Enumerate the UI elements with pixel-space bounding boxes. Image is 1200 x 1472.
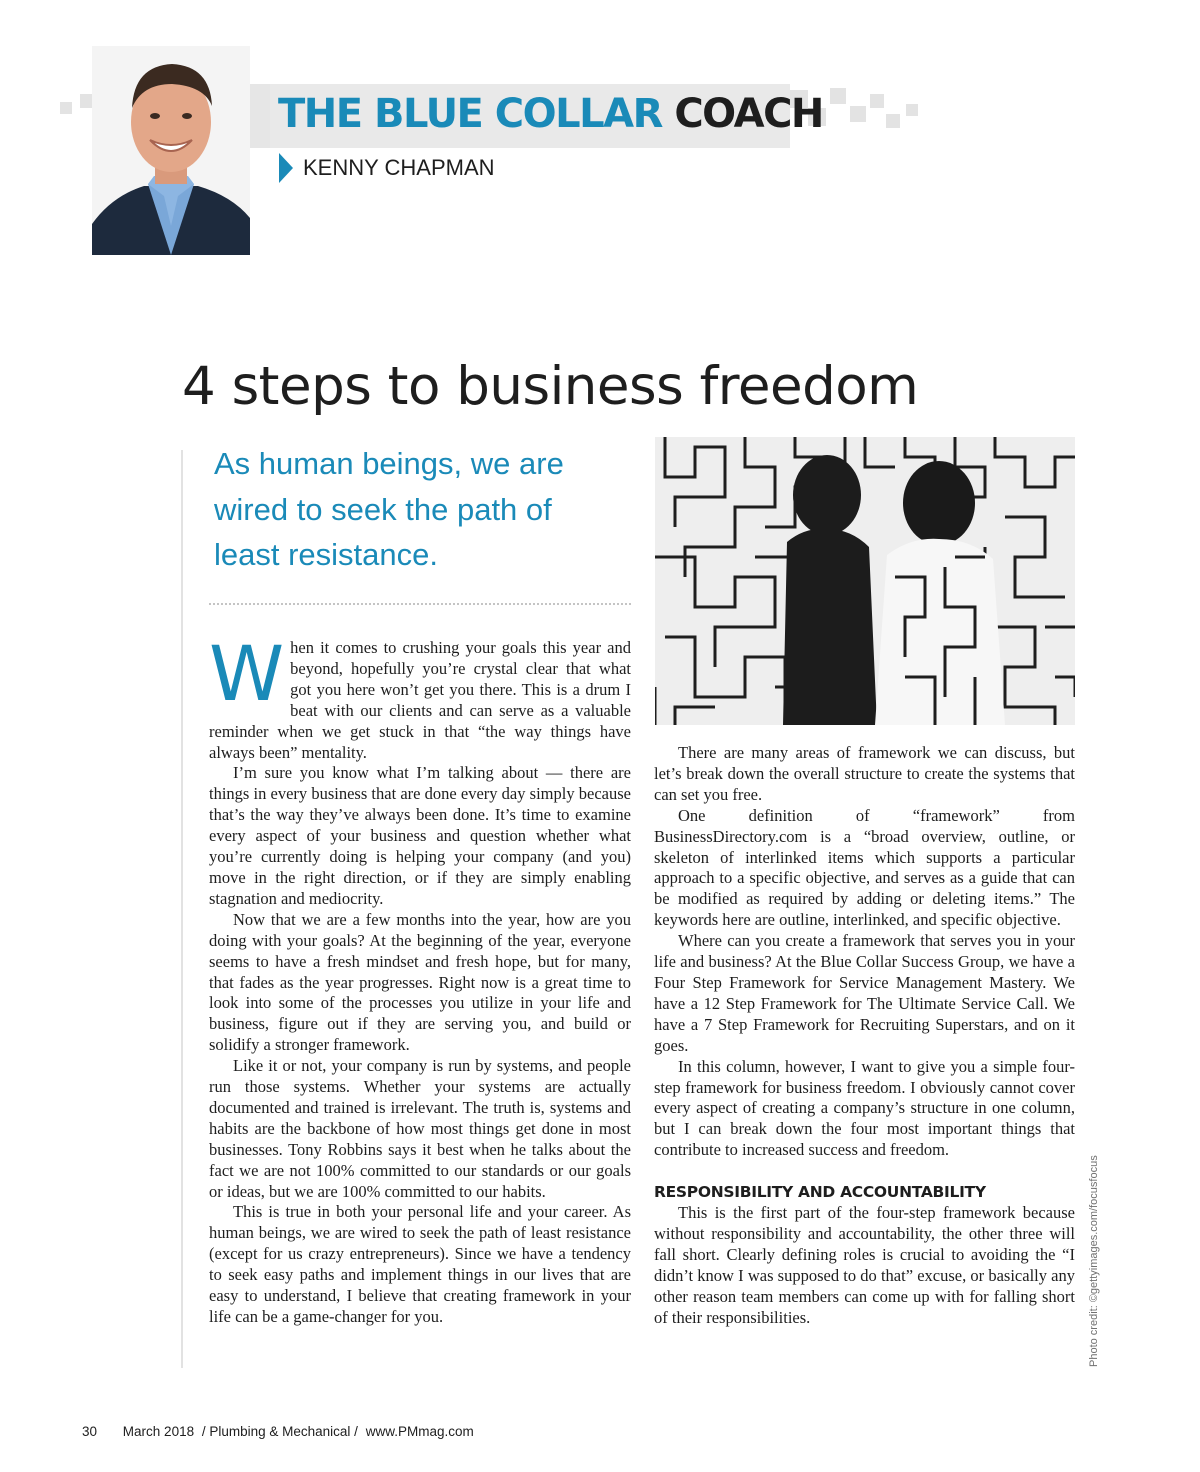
publication-name: / Plumbing & Mechanical / xyxy=(201,1424,358,1439)
paragraph: Like it or not, your company is run by systems, and people run those systems. Whether your systems are actually documented and trained is irrelevant. The truth is, systems and habits are the backbone of how most things get done in most businesses. Tony Robbins says it best when he talks about the fact we are not 100% committed to our standards or our goals or ideas, but we are 100% committed to our habits. xyxy=(209,1056,631,1201)
paragraph: I’m sure you know what I’m talking about — there are things in every business that are done every day simply because that’s the way they’ve always been done. It’s time to examine every aspect of your business and question whether what you’re currently doing is helping your company (and you) move in the right direction, or if they are simply enabling stagnation and mediocrity. xyxy=(209,763,631,908)
maze-photo xyxy=(655,437,1075,725)
paragraph: In this column, however, I want to give you a simple four-step framework for business freedom. I obviously cannot cover every aspect of creating a company’s structure in one column, but I can break down the four most important things that contribute to increased success and freedom. xyxy=(654,1056,1075,1160)
photo-credit: Photo credit: ©gettyimages.com/focusfocus xyxy=(1088,1155,1100,1367)
paragraph: Where can you create a framework that serves you in your life and business? At the Blue Collar Success Group, we have a Four Step Framework for Service Management Mastery. We have a 12 Step Framework for The Ultimate Service Call. We have a 7 Step Framework for Recruiting Superstars, and on it goes. xyxy=(654,931,1075,1055)
article-column-right xyxy=(654,743,1075,1328)
pull-quote-rule xyxy=(181,450,183,1368)
paragraph xyxy=(209,629,631,763)
column-title-dark: COACH xyxy=(674,91,823,137)
page-number: 30 xyxy=(82,1424,98,1439)
article-column-left xyxy=(209,629,631,1328)
publication-url: www.PMmag.com xyxy=(365,1424,474,1439)
triangle-arrow-icon xyxy=(279,153,293,183)
paragraph: One definition of “framework” from BusinessDirectory.com is a “broad overview, outline, or skeleton of interlinked items which supports a particular approach to a specific objective, and serves as a guide that can be modified as required by adding or deleting items.” The keywords here are outline, interlinked, and specific objective. xyxy=(654,805,1075,930)
paragraph-text: hen it comes to crushing your goals this year and beyond, hopefully you’re crystal clear that what got you here won’t get you there. This is a drum I beat with our clients and can serve as a valuable reminder when we get stuck in that “the way things have always been” mentality. xyxy=(209,638,631,762)
dotted-divider xyxy=(209,603,631,605)
column-title xyxy=(278,90,823,138)
page-footer xyxy=(82,1424,478,1439)
paragraph: There are many areas of framework we can discuss, but let’s break down the overall structure to create the systems that can set you free. xyxy=(654,743,1075,804)
paragraph: Now that we are a few months into the year, how are you doing with your goals? At the beginning of the year, everyone seems to have a fresh mindset and fresh hope, but for many, that fades as the year progresses. Right now is a great time to look into some of the processes you utilize in your life and business, figure out if they are serving you, and build or solidify a stronger framework. xyxy=(209,909,631,1055)
pull-quote: As human beings, we are wired to seek the path of least resistance. xyxy=(214,446,564,572)
section-subhead: RESPONSIBILITY AND ACCOUNTABILITY xyxy=(654,1183,986,1202)
paragraph: This is true in both your personal life and your career. As human beings, we are wired to seek the path of least resistance (except for us crazy entrepreneurs). Since we have a tendency to seek easy paths and implement things in our lives that are easy to understand, I believe that creating framework in your life can be a game-changer for you. xyxy=(209,1202,631,1326)
author-headshot xyxy=(92,46,250,255)
issue-date: March 2018 xyxy=(122,1424,195,1439)
paragraph: This is the first part of the four-step framework because without responsibility and accountability, the other three will fall short. Clearly defining roles is crucial to avoiding the “I didn’t know I was supposed to do that” excuse, or basically any other reason team members can come up with for falling short of their responsibilities. xyxy=(654,1203,1075,1327)
column-title-blue: THE BLUE COLLAR xyxy=(278,91,662,137)
author-name: KENNY CHAPMAN xyxy=(303,155,495,180)
drop-cap: W xyxy=(209,629,285,718)
article-headline: 4 steps to business freedom xyxy=(182,356,919,417)
